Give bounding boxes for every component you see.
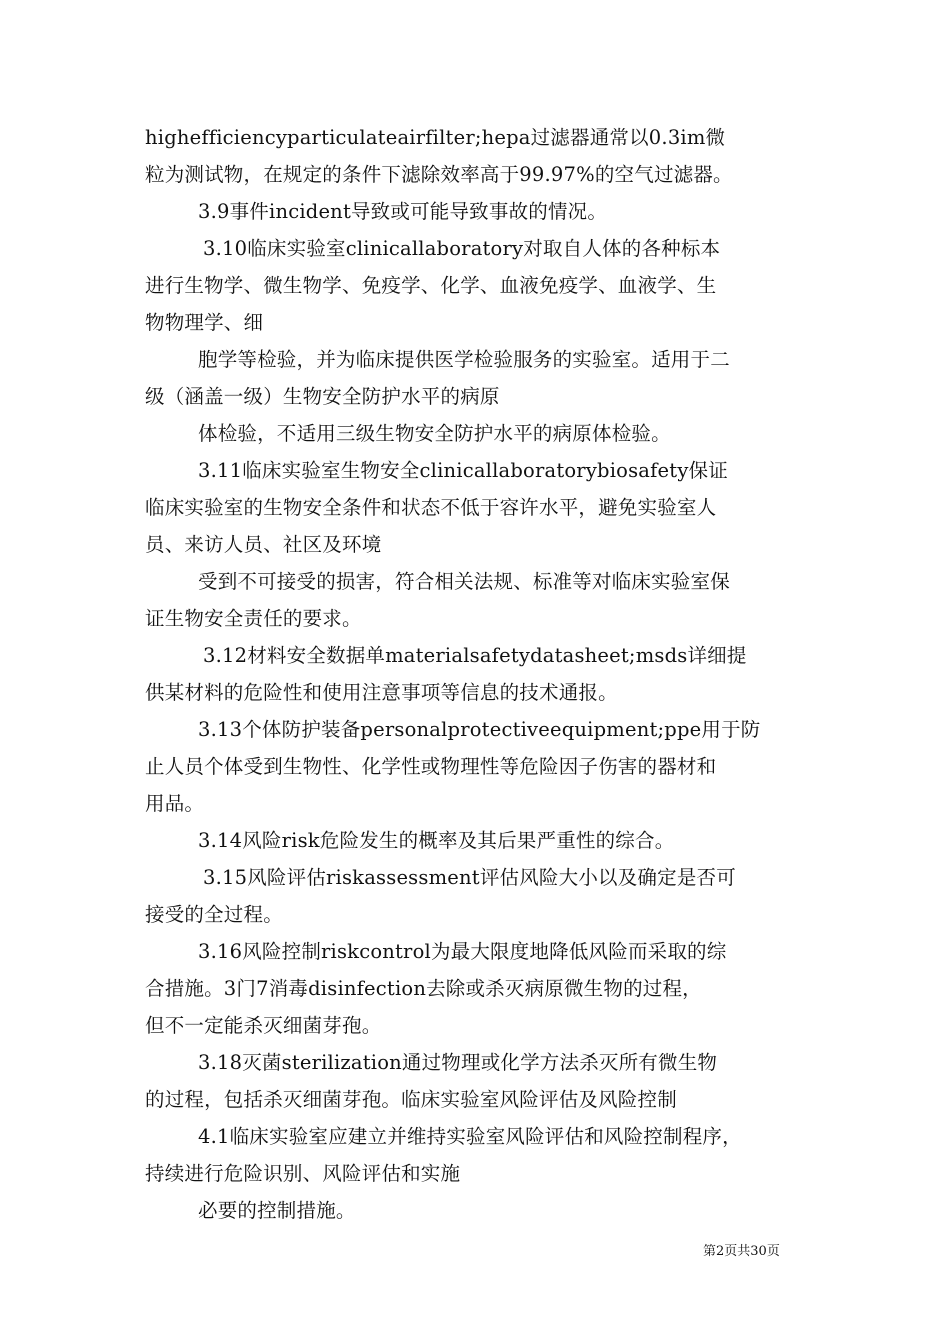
text-line: 用品。 bbox=[145, 792, 205, 815]
page-number-footer: 第2页共30页 bbox=[703, 1244, 780, 1259]
text-line: 3.11临床实验室生物安全clinicallaboratorybiosafety保证 bbox=[198, 459, 728, 482]
text-line: 员、来访人员、社区及环境 bbox=[145, 533, 382, 556]
text-line: 体检验，不适用三级生物安全防护水平的病原体检验。 bbox=[198, 422, 671, 445]
text-line: 级（涵盖一级）生物安全防护水平的病原 bbox=[145, 385, 500, 408]
text-line: 物物理学、细 bbox=[145, 311, 264, 334]
text-line: 止人员个体受到生物性、化学性或物理性等危险因子伤害的器材和 bbox=[145, 755, 717, 778]
text-line: 3.10临床实验室clinicallaboratory对取自人体的各种标本 bbox=[203, 237, 721, 260]
text-line: highefficiencyparticulateairfilter;hepa过滤器通常以0.3im微 bbox=[145, 126, 726, 149]
text-line: 3.13个体防护装备personalprotectiveequipment;ppe用于防 bbox=[198, 718, 761, 741]
text-line: 3.12材料安全数据单materialsafetydatasheet;msds详细提 bbox=[203, 644, 747, 667]
text-line: 3.14风险risk危险发生的概率及其后果严重性的综合。 bbox=[198, 829, 675, 852]
text-line: 3.18灭菌sterilization通过物理或化学方法杀灭所有微生物 bbox=[198, 1051, 718, 1074]
text-line: 合措施。3门7消毒disinfection去除或杀灭病原微生物的过程， bbox=[145, 977, 702, 1000]
text-line: 供某材料的危险性和使用注意事项等信息的技术通报。 bbox=[145, 681, 618, 704]
text-line: 4.1临床实验室应建立并维持实验室风险评估和风险控制程序， bbox=[198, 1125, 742, 1148]
text-line: 持续进行危险识别、风险评估和实施 bbox=[145, 1162, 461, 1185]
text-line: 必要的控制措施。 bbox=[198, 1199, 356, 1222]
text-line: 临床实验室的生物安全条件和状态不低于容许水平，避免实验室人 bbox=[145, 496, 717, 519]
text-line: 证生物安全责任的要求。 bbox=[145, 607, 362, 630]
text-line: 的过程，包括杀灭细菌芽孢。临床实验室风险评估及风险控制 bbox=[145, 1088, 677, 1111]
text-line: 受到不可接受的损害，符合相关法规、标准等对临床实验室保 bbox=[198, 570, 730, 593]
text-line: 但不一定能杀灭细菌芽孢。 bbox=[145, 1014, 382, 1037]
text-line: 接受的全过程。 bbox=[145, 903, 283, 926]
text-line: 3.9事件incident导致或可能导致事故的情况。 bbox=[198, 200, 608, 223]
text-line: 粒为测试物，在规定的条件下滤除效率高于99.97%的空气过滤器。 bbox=[145, 163, 733, 186]
text-line: 3.15风险评估riskassessment评估风险大小以及确定是否可 bbox=[203, 866, 736, 889]
text-line: 进行生物学、微生物学、免疫学、化学、血液免疫学、血液学、生 bbox=[145, 274, 717, 297]
text-line: 3.16风险控制riskcontrol为最大限度地降低风险而采取的综 bbox=[198, 940, 727, 963]
text-line: 胞学等检验，并为临床提供医学检验服务的实验室。适用于二 bbox=[198, 348, 730, 371]
